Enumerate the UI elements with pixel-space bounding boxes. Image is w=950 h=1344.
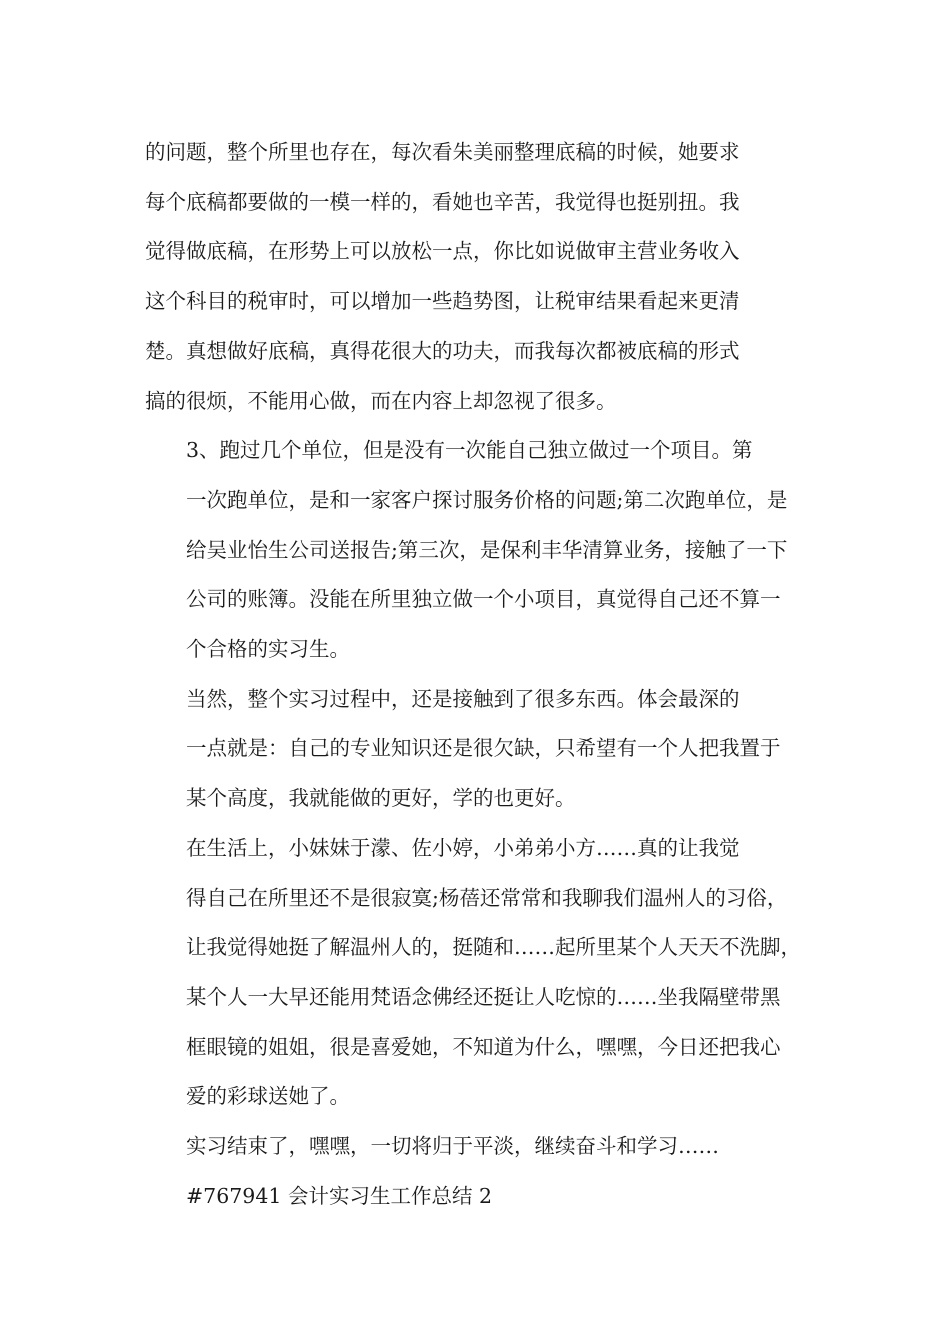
text-line: 觉得做底稿，在形势上可以放松一点，你比如说做审主营业务收入 [145,239,740,264]
paragraph-2 [145,426,825,675]
text-line: 当然，整个实习过程中，还是接触到了很多东西。体会最深的 [186,686,740,711]
text-line: 一次跑单位，是和一家客户探讨服务价格的问题;第二次跑单位，是 [186,487,788,512]
text-line: 给吴业怡生公司送报告;第三次，是保利丰华清算业务，接触了一下 [186,537,788,562]
text-line: 框眼镜的姐姐，很是喜爱她，不知道为什么，嘿嘿，今日还把我心 [186,1034,781,1059]
text-line: 实习结束了，嘿嘿，一切将归于平淡，继续奋斗和学习…… [186,1134,719,1159]
text-line: 的问题，整个所里也存在，每次看朱美丽整理底稿的时候，她要求 [145,140,740,164]
text-line: 3、跑过几个单位，但是没有一次能自己独立做过一个项目。第 [186,438,753,463]
text-line: 楚。真想做好底稿，真得花很大的功夫，而我每次都被底稿的形式 [145,338,740,363]
text-line: 在生活上，小妹妹于濛、佐小婷，小弟弟小方……真的让我觉 [186,835,740,860]
text-line: 每个底稿都要做的一模一样的，看她也辛苦，我觉得也挺别扭。我 [145,189,740,214]
section-heading [145,1172,825,1222]
paragraph-3 [145,675,825,824]
text-line: 个合格的实习生。 [186,637,350,662]
paragraph-1 [145,128,825,426]
paragraph-5 [145,1122,825,1172]
text-line: 让我觉得她挺了解温州人的，挺随和……起所里某个人天天不洗脚， [186,935,801,960]
document-body [145,128,825,1221]
text-line: 公司的账簿。没能在所里独立做一个小项目，真觉得自己还不算一 [186,587,781,612]
paragraph-4 [145,824,825,1122]
text-line: 某个高度，我就能做的更好，学的也更好。 [186,786,576,811]
text-line: 一点就是：自己的专业知识还是很欠缺，只希望有一个人把我置于 [186,736,781,761]
text-line: 爱的彩球送她了。 [186,1084,350,1109]
text-line: 搞的很烦，不能用心做，而在内容上却忽视了很多。 [145,388,617,413]
section-title: #767941 会计实习生工作总结 2 [186,1183,493,1208]
text-line: 得自己在所里还不是很寂寞;杨蓓还常常和我聊我们温州人的习俗， [186,885,788,910]
text-line: 这个科目的税审时，可以增加一些趋势图，让税审结果看起来更清 [145,289,740,314]
text-line: 某个人一大早还能用梵语念佛经还挺让人吃惊的……坐我隔壁带黑 [186,984,781,1009]
